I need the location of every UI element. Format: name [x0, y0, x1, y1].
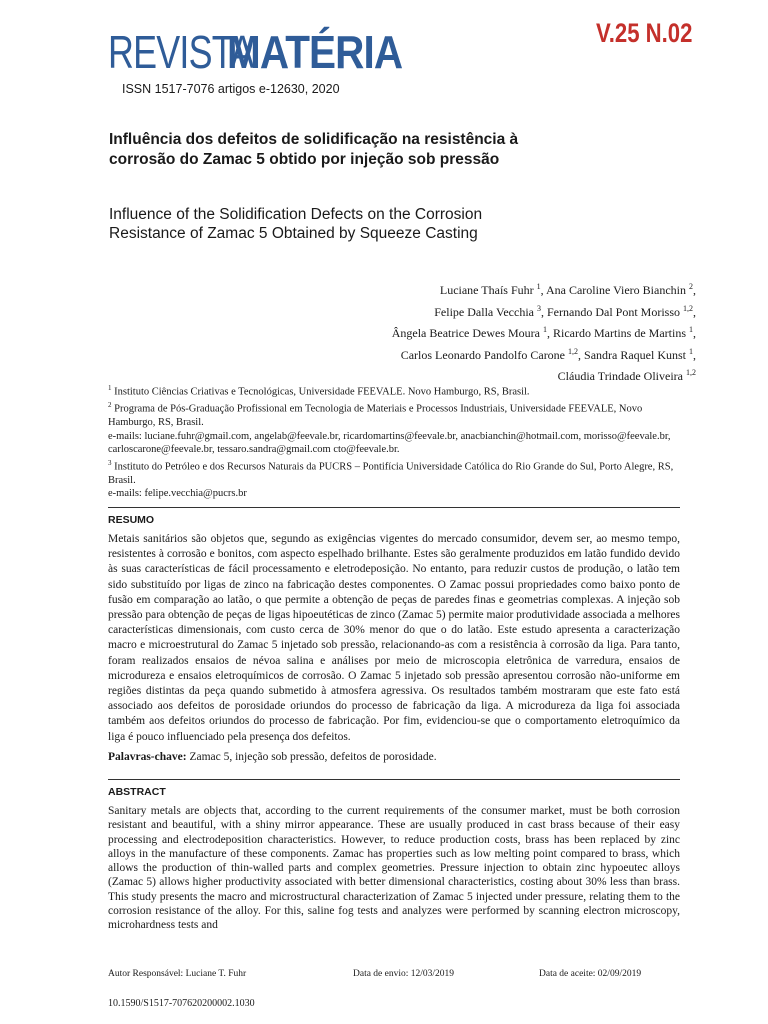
author-affiliation-mark: 1 — [543, 325, 548, 334]
journal-masthead — [108, 26, 403, 78]
abstract-text: Sanitary metals are objects that, according to the current requirements of the consumer market, must be both corrosion resistant and beautiful, with a shiny mirror appearance. These are usually produced in cast brass because of their easy processing and electrodeposition characteristics. However, to reduce production costs, brass has been replaced by zinc alloys in the manufacture of these components. Zamac has properties such as low melting point compared to brass, which allows the production of thin-walled parts and complex geometries. Pressure injection to obtain zinc hypoeutec alloys (Zamac 5) allows higher productivity associated with better dimensional characteristics, costing about 30% less than brass. This study presents the macro and microstructural characterization of Zamac 5 injected under pressure, relating them to the corrosion resistance of the alloy. For this, saline fog tests and analyzes were performed by scanning electron microscopy, microhardness tests and — [108, 805, 680, 932]
affiliation-3: $^3$ Instituto do Petróleo e dos Recursos Naturais da PUCRS – Pontifícia Universidade Católica do Rio Grande do Sul, Porto Alegre, RS, Brasil. — [108, 458, 674, 486]
keywords — [108, 751, 680, 763]
author-affiliation-mark: 1,2 — [686, 368, 696, 377]
volume-number: V.25 N.02 — [596, 18, 693, 48]
abstract-section — [108, 779, 680, 933]
logo-revista: REVISTA — [108, 26, 254, 78]
date-sent: Data de envio: 12/03/2019 — [353, 969, 455, 979]
author-affiliation-mark: 2 — [689, 282, 693, 291]
logo-materia: MATÉRIA — [227, 26, 403, 78]
author-name: Ricardo Martins de Martins — [553, 326, 686, 340]
affiliation-1: $^1$ Instituto Ciências Criativas e Tecnológicas, Universidade FEEVALE. Novo Hamburgo, RS, Brasil. — [108, 384, 530, 398]
author-name: Cláudia Trindade Oliveira — [557, 369, 683, 383]
author-affiliation-mark: 1,2 — [683, 303, 693, 313]
author-affiliation-mark: 3 — [537, 303, 541, 313]
author-name: Ângela Beatrice Dewes Moura — [391, 326, 541, 340]
resumo-text: Metais sanitários são objetos que, segundo as exigências vigentes do mercado consumidor, devem ser, ao mesmo tempo, resistentes à corrosão e bonitos, com aspecto espelhado brilhante. Estes são geralmente produzidos em latão fundido devido às suas características de fácil processamento e eletrodeposição. No entanto, para reduzir custos de produção, o latão tem sido substituído por ligas de zinco na fabricação destes componentes. O Zamac possui propriedades como baixo ponto de fusão em comparação ao latão, o que permite a obtenção de peças de paredes finas e geometrias complexas. A injeção sob pressão para obtenção de peças de ligas hipoeutéticas de zinco (Zamac 5) permite maior produtividade associada a melhores características dimensionais, com custo cerca de 30% menor do que o do latão. Este estudo apresenta a caracterização macro e microestrutural do Zamac 5 injetado sob pressão, relacionando-as com a resistência à corrosão da liga. Para tanto, foram realizados ensaios de névoa salina e análises por meio de microscopia eletrônica de varredura, ensaios de microdureza e ensaios eletroquímicos de corrosão. O Zamac 5 injetado sob pressão apresentou corrosão não-uniforme em regiões distintas da peça quando submetido à atmosfera agressiva. Os resultados também mostraram que este fato está associado aos defeitos de porosidade oriundos do processo de fabricação da liga. A microdureza da liga foi associada também aos defeitos oriundos do processo de fabricação. Por fim, evidenciou-se que o comportamento eletroquímico da liga é pouco influenciado pela presença dos defeitos. — [108, 533, 680, 743]
affiliation-emails-2: e-mails: felipe.vecchia@pucrs.br — [108, 488, 247, 499]
author-name: Fernando Dal Pont Morisso — [547, 304, 680, 319]
journal-logo — [108, 26, 403, 78]
resumo-heading: RESUMO — [108, 514, 155, 526]
keywords-label: Palavras-chave: — [108, 750, 187, 763]
date-accepted: Data de aceite: 02/09/2019 — [539, 969, 642, 979]
section-rule — [108, 779, 680, 780]
abstract-heading: ABSTRACT — [108, 786, 166, 798]
author-affiliation-mark: 1 — [689, 325, 693, 334]
author-list: Luciane Thaís Fuhr $^1$, Ana Caroline Viero Bianchin $^2$, Felipe Dalla Vecchia $^3$, Fernando Dal Pont Morisso $^{1,2}$, Ângela Beatrice Dewes Moura $^1$, Ricardo Martins de Martins $^1$, Carlos Leonardo Pandolfo Carone $^{1,2}$, Sandra Raquel Kunst $^1$, Cláudia Trindade Oliveira $^{1,2}$ — [391, 282, 696, 383]
affiliations — [108, 382, 680, 501]
article-title-pt: Influência dos defeitos de solidificação na resistência à corrosão do Zamac 5 obtido por injeção sob pressão — [109, 131, 519, 168]
author-name: Felipe Dalla Vecchia — [434, 304, 534, 319]
author-affiliation-mark: 1,2 — [568, 346, 579, 356]
affiliation-2: $^2$ Programa de Pós-Graduação Profissional em Tecnologia de Materiais e Processos Industriais, Universidade FEEVALE, Novo Hamburgo, RS, Brasil. — [108, 401, 643, 428]
author-name: Ana Caroline Viero Bianchin — [545, 283, 686, 297]
author-name: Luciane Thaís Fuhr — [439, 283, 534, 297]
article-title-en: Influence of the Solidification Defects on the Corrosion Resistance of Zamac 5 Obtained by Squeeze Casting — [109, 206, 483, 242]
doi: 10.1590/S1517-707620200002.1030 — [108, 998, 255, 1009]
resumo-section — [108, 507, 680, 763]
author-affiliation-mark: 1 — [689, 346, 693, 356]
issn-line: ISSN 1517-7076 artigos e-12630, 2020 — [122, 82, 340, 96]
author-name: Carlos Leonardo Pandolfo Carone — [400, 347, 566, 362]
keywords-value: Zamac 5, injeção sob pressão, defeitos de porosidade. — [186, 750, 437, 763]
affiliation-emails-1: e-mails: luciane.fuhr@gmail.com, angelab@feevale.br, ricardomartins@feevale.br, anacbianchin@hotmail.com, morisso@feevale.br, carloscarone@feevale.br, tessaro.sandra@gmail.com cto@feevale.br. — [108, 430, 671, 455]
section-rule — [108, 507, 680, 508]
author-affiliation-mark: 1 — [536, 282, 541, 291]
responsible-author: Autor Responsável: Luciane T. Fuhr — [108, 969, 247, 979]
author-name: Sandra Raquel Kunst — [584, 347, 686, 362]
